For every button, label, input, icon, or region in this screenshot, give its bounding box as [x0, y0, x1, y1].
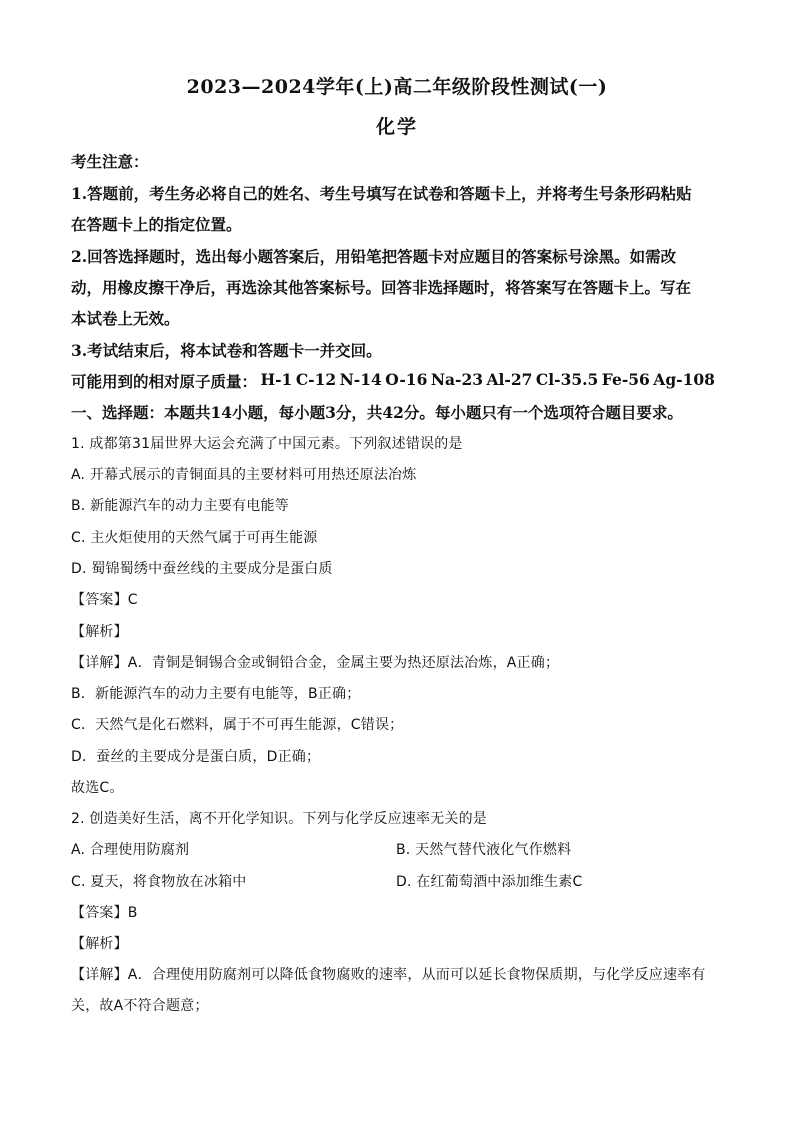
- atomic-mass-na: Na-23: [430, 370, 484, 389]
- notice-item-2-line-2: 动，用橡皮擦干净后，再选涂其他答案标号。回答非选择题时，将答案写在答题卡上。写在: [71, 278, 692, 297]
- atomic-mass-fe: Fe-56: [601, 370, 650, 389]
- atomic-mass-n: N-14: [339, 370, 382, 389]
- notice-item-3: 3.考试结束后，将本试卷和答题卡一并交回。: [71, 341, 382, 360]
- q2-analysis-label: 【解析】: [71, 936, 128, 952]
- q2-option-a: A. 合理使用防腐剂: [71, 842, 190, 858]
- section-1-heading: 一、选择题：本题共14小题，每小题3分，共42分。每小题只有一个选项符合题目要求。: [71, 403, 683, 422]
- q1-conclusion: 故选C。: [71, 780, 124, 796]
- q1-detail-3: C．天然气是化石燃料，属于不可再生能源，C错误；: [71, 717, 404, 733]
- q1-option-b: B. 新能源汽车的动力主要有电能等: [71, 498, 289, 514]
- atomic-mass-c: C-12: [295, 370, 337, 389]
- notice-item-1-line-2: 在答题卡上的指定位置。: [71, 215, 242, 234]
- q1-answer: 【答案】C: [71, 592, 138, 608]
- atomic-mass-o: O-16: [385, 370, 428, 389]
- notice-heading: 考生注意：: [71, 152, 149, 171]
- q1-option-a: A. 开幕式展示的青铜面具的主要材料可用热还原法冶炼: [71, 467, 417, 483]
- notice-item-2-line-1: 2.回答选择题时，选出每小题答案后，用铅笔把答题卡对应题目的答案标号涂黑。如需改: [71, 247, 677, 266]
- atomic-mass-ag: Ag-108: [653, 370, 715, 389]
- q2-option-d: D. 在红葡萄酒中添加维生素C: [396, 874, 583, 890]
- q2-option-c: C. 夏天，将食物放在冰箱中: [71, 874, 247, 890]
- atomic-mass-row: [71, 370, 715, 392]
- q1-detail-1: 【详解】A．青铜是铜锡合金或铜铅合金，金属主要为热还原法冶炼，A正确；: [71, 655, 560, 671]
- q1-option-c: C. 主火炬使用的天然气属于可再生能源: [71, 530, 318, 546]
- notice-item-1-line-1: 1.答题前，考生务必将自己的姓名、考生号填写在试卷和答题卡上，并将考生号条形码粘贴: [71, 184, 692, 203]
- q1-detail-4: D．蚕丝的主要成分是蛋白质，D正确；: [71, 749, 321, 765]
- exam-title: 2023—2024学年(上)高二年级阶段性测试(一): [186, 76, 608, 98]
- q2-option-b: B. 天然气替代液化气作燃料: [396, 842, 572, 858]
- q1-analysis-label: 【解析】: [71, 624, 128, 640]
- q2-detail-2: 关，故A不符合题意；: [71, 998, 209, 1014]
- atomic-mass-h: H-1: [260, 370, 293, 389]
- q1-option-d: D. 蜀锦蜀绣中蚕丝线的主要成分是蛋白质: [71, 561, 333, 577]
- q2-answer: 【答案】B: [71, 905, 138, 921]
- atomic-mass-cl: Cl-35.5: [535, 370, 599, 389]
- subject-title: 化学: [375, 116, 418, 138]
- q2-stem: 2. 创造美好生活，离不开化学知识。下列与化学反应速率无关的是: [71, 811, 488, 827]
- atomic-mass-label: 可能用到的相对原子质量：: [71, 372, 258, 391]
- notice-item-2-line-3: 本试卷上无效。: [71, 309, 180, 328]
- atomic-mass-al: Al-27: [486, 370, 533, 389]
- q1-detail-2: B．新能源汽车的动力主要有电能等，B正确；: [71, 686, 361, 702]
- q2-detail-1: 【详解】A．合理使用防腐剂可以降低食物腐败的速率，从而可以延长食物保质期，与化学反应速率有: [71, 967, 706, 983]
- q1-stem: 1. 成都第31届世界大运会充满了中国元素。下列叙述错误的是: [71, 436, 463, 452]
